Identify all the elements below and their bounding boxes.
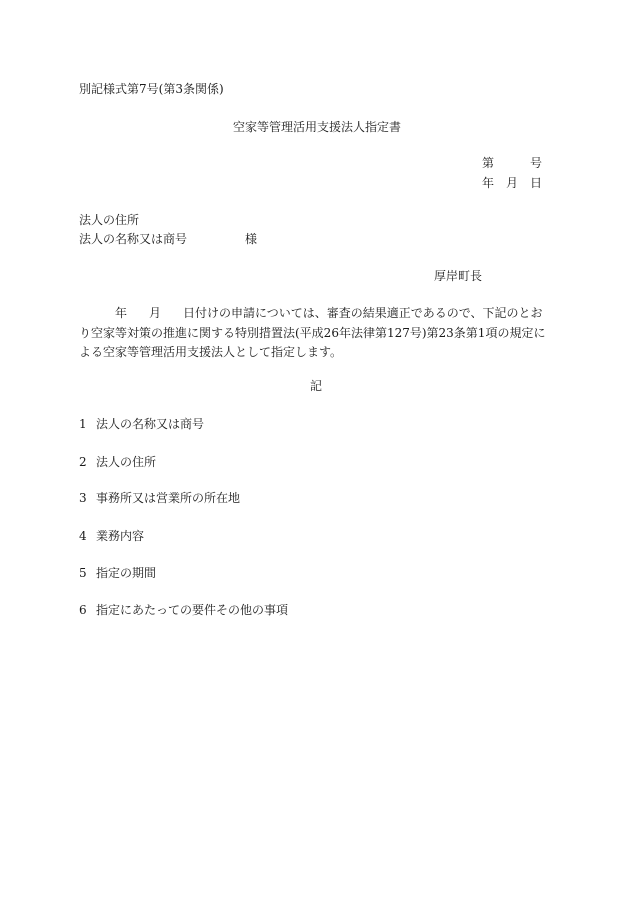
issue-number-suffix: 号 bbox=[530, 156, 543, 170]
list-item-label: 業務内容 bbox=[96, 529, 145, 543]
list-item-label: 法人の名称又は商号 bbox=[96, 417, 205, 431]
body-month: 月 bbox=[149, 306, 162, 320]
addressee-name-label: 法人の名称又は商号 bbox=[79, 232, 188, 246]
list-item-label: 法人の住所 bbox=[96, 455, 157, 469]
list-item-number: 5 bbox=[79, 566, 87, 580]
list-item-label: 事務所又は営業所の所在地 bbox=[96, 491, 241, 505]
addressee-address-label: 法人の住所 bbox=[79, 213, 140, 227]
addressee-name-line bbox=[79, 231, 257, 247]
body-text: 日付けの申請については、審査の結果適正であるので、下記のとおり空家等対策の推進に関する特別措置法(平成26年法律第127号)第23条第1項の規定による空家等管理活用支援法人として指定します。 bbox=[79, 306, 546, 359]
body-paragraph bbox=[79, 304, 551, 363]
document-title: 空家等管理活用支援法人指定書 bbox=[233, 120, 402, 134]
issue-date-month: 月 bbox=[506, 176, 519, 190]
issuer-name: 厚岸町長 bbox=[434, 269, 483, 283]
list-item-number: 4 bbox=[79, 529, 87, 543]
list-item-label: 指定にあたっての要件その他の事項 bbox=[96, 603, 289, 617]
list-item bbox=[79, 565, 156, 581]
issue-number bbox=[482, 155, 542, 171]
list-item-number: 3 bbox=[79, 491, 87, 505]
list-item bbox=[79, 454, 156, 470]
issue-number-prefix: 第 bbox=[482, 156, 495, 170]
issue-date-day: 日 bbox=[530, 176, 543, 190]
body-year: 年 bbox=[115, 306, 128, 320]
list-item bbox=[79, 602, 288, 618]
list-item-label: 指定の期間 bbox=[96, 566, 157, 580]
list-item bbox=[79, 528, 144, 544]
issue-date-year: 年 bbox=[482, 176, 495, 190]
list-item-number: 6 bbox=[79, 603, 87, 617]
ki-heading: 記 bbox=[310, 379, 323, 393]
issue-date bbox=[482, 175, 542, 191]
form-label: 別記様式第7号(第3条関係) bbox=[79, 82, 224, 96]
list-item bbox=[79, 416, 204, 432]
list-item-number: 1 bbox=[79, 417, 87, 431]
list-item-number: 2 bbox=[79, 455, 87, 469]
addressee-honorific: 様 bbox=[245, 232, 258, 246]
list-item bbox=[79, 490, 240, 506]
